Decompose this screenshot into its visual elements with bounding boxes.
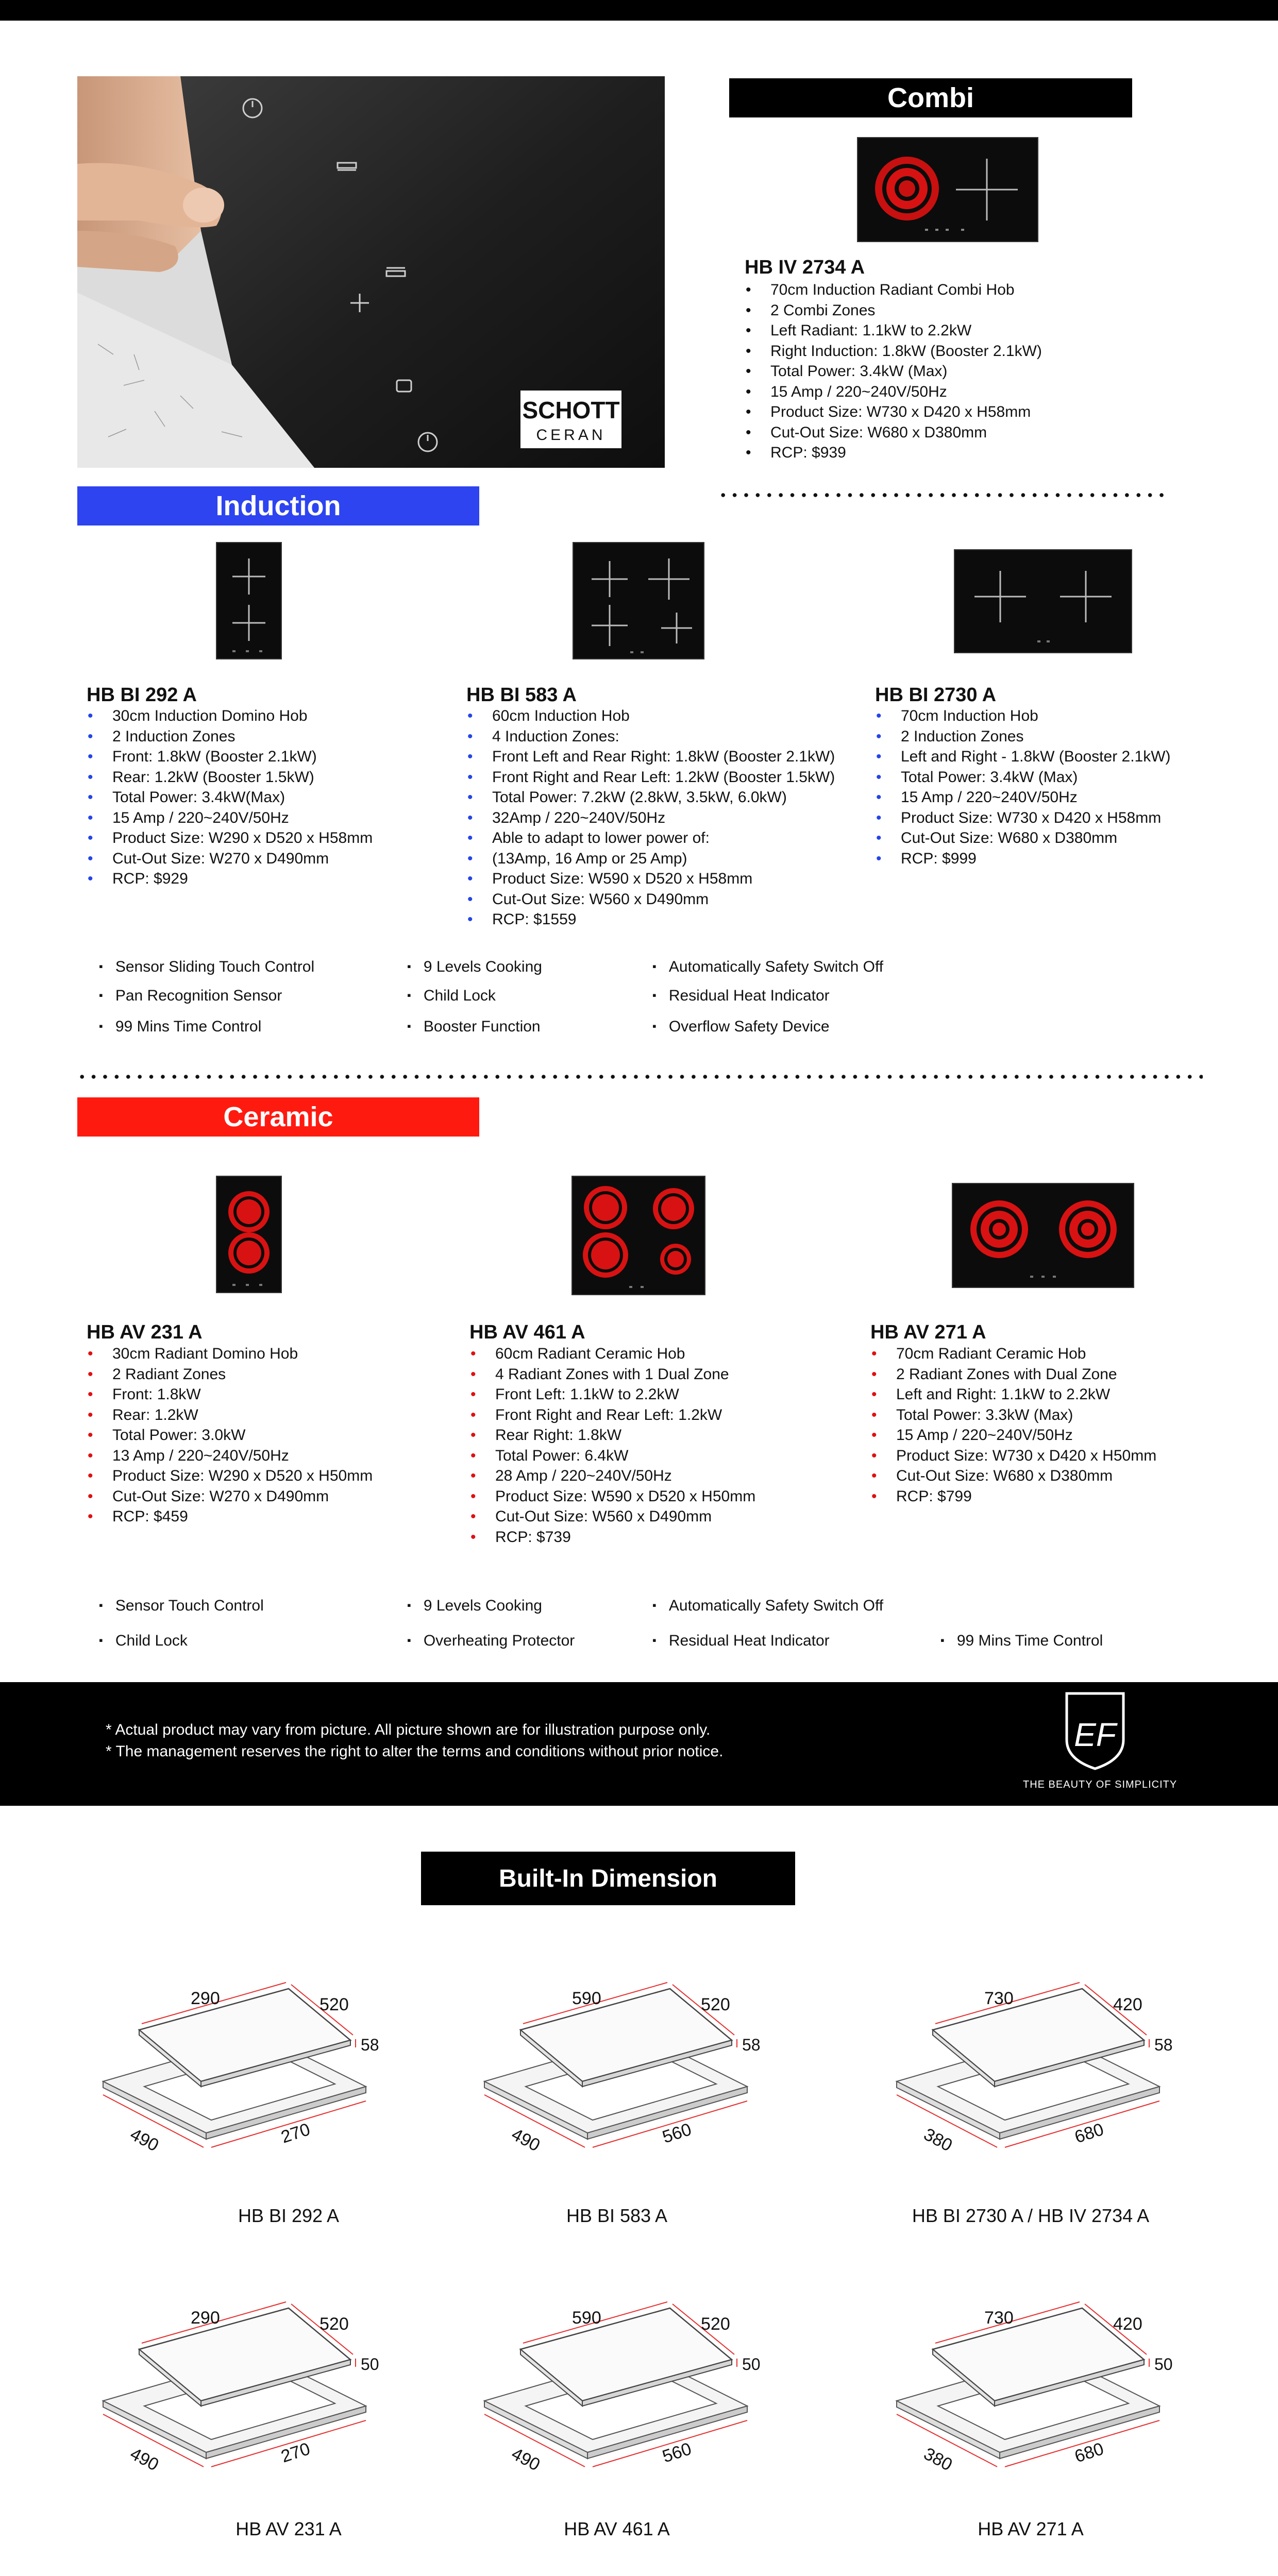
spec-item: • 70cm Induction Radiant Combi Hob xyxy=(745,280,1042,300)
spec-item: • Front Right and Rear Left: 1.2kW (Booster 1.5kW) xyxy=(466,767,835,788)
spec-item: • Front Right and Rear Left: 1.2kW xyxy=(469,1405,755,1426)
ef-logo-icon xyxy=(1062,1688,1129,1771)
ceramic-feature: ▪ 9 Levels Cooking xyxy=(407,1597,542,1615)
spec-item: • Able to adapt to lower power of: xyxy=(466,828,835,849)
ceramic-hob-3-image xyxy=(952,1183,1134,1288)
induction-banner: Induction xyxy=(77,486,479,526)
dim-height: 58 xyxy=(742,2036,761,2054)
spec-item: • 60cm Induction Hob xyxy=(466,706,835,726)
spec-item: • Right Induction: 1.8kW (Booster 2.1kW) xyxy=(745,341,1042,362)
spec-item: • Product Size: W590 x D520 x H50mm xyxy=(469,1486,755,1507)
spec-item: • Product Size: W590 x D520 x H58mm xyxy=(466,869,835,889)
dim-height: 58 xyxy=(1154,2036,1173,2054)
dim-depth: 420 xyxy=(1113,1995,1142,2014)
induction-feature: ▪ Sensor Sliding Touch Control xyxy=(99,958,314,976)
induction-specs-3 xyxy=(875,706,1171,869)
spec-item: • Left Radiant: 1.1kW to 2.2kW xyxy=(745,320,1042,341)
spec-item: • Front: 1.8kW xyxy=(87,1384,373,1405)
spec-item: • Cut-Out Size: W680 x D380mm xyxy=(745,422,1042,443)
spec-item: • Cut-Out Size: W270 x D490mm xyxy=(87,849,373,869)
top-bar xyxy=(0,0,1278,21)
dim-cutout-depth: 490 xyxy=(127,2444,162,2475)
spec-item: • 15 Amp / 220~240V/50Hz xyxy=(870,1425,1156,1446)
spec-note: • (13Amp, 16 Amp or 25 Amp) xyxy=(466,849,835,869)
dim-width: 290 xyxy=(191,1989,220,2008)
induction-specs-2 xyxy=(466,706,835,930)
ceramic-model-3: HB AV 271 A xyxy=(870,1321,986,1343)
disclaimer-line-2: * The management reserves the right to alter the terms and conditions without prior notice. xyxy=(106,1743,724,1760)
spec-item: • 70cm Induction Hob xyxy=(875,706,1171,726)
spec-item: • 28 Amp / 220~240V/50Hz xyxy=(469,1466,755,1486)
induction-feature: ▪ Automatically Safety Switch Off xyxy=(652,958,883,976)
dimension-diagram xyxy=(886,1978,1196,2164)
tagline: THE BEAUTY OF SIMPLICITY xyxy=(1023,1779,1178,1790)
spec-item: • Product Size: W730 x D420 x H58mm xyxy=(875,808,1171,828)
hero-brand: SCHOTT xyxy=(522,397,620,423)
spec-item: • Product Size: W730 x D420 x H50mm xyxy=(870,1446,1156,1466)
dimension-label: HB AV 461 A xyxy=(564,2518,670,2539)
dim-width: 730 xyxy=(984,1989,1014,2008)
spec-item: • Rear: 1.2kW xyxy=(87,1405,373,1426)
ceramic-specs-3 xyxy=(870,1344,1156,1506)
spec-item: • Left and Right - 1.8kW (Booster 2.1kW) xyxy=(875,747,1171,767)
dim-cutout-width: 560 xyxy=(660,2119,694,2147)
dim-cutout-width: 270 xyxy=(278,2438,313,2467)
hero-sub: CERAN xyxy=(536,427,606,444)
ceramic-feature: ▪ Overheating Protector xyxy=(407,1632,575,1650)
spec-item: • RCP: $739 xyxy=(469,1527,755,1548)
induction-hob-1-image xyxy=(216,542,282,659)
ceramic-specs-2 xyxy=(469,1344,755,1547)
spec-item: • 2 Combi Zones xyxy=(745,300,1042,321)
induction-specs-1 xyxy=(87,706,373,889)
spec-item: • RCP: $799 xyxy=(870,1486,1156,1507)
induction-feature: ▪ 9 Levels Cooking xyxy=(407,958,542,976)
spec-item: • Total Power: 3.4kW (Max) xyxy=(745,361,1042,382)
spec-item: • Product Size: W730 x D420 x H58mm xyxy=(745,402,1042,422)
footer-disclaimer xyxy=(0,1682,1278,1806)
induction-hob-3-image xyxy=(954,549,1132,653)
dim-width: 290 xyxy=(191,2308,220,2328)
spec-item: • 30cm Induction Domino Hob xyxy=(87,706,373,726)
disclaimer-line-1: * Actual product may vary from picture. All picture shown are for illustration purpose only. xyxy=(106,1721,711,1738)
dim-width: 730 xyxy=(984,2308,1014,2328)
spec-item: • RCP: $999 xyxy=(875,849,1171,869)
induction-feature: ▪ Booster Function xyxy=(407,1018,541,1036)
spec-item: • Front Left: 1.1kW to 2.2kW xyxy=(469,1384,755,1405)
dimension-diagram xyxy=(474,2298,783,2483)
dim-cutout-width: 560 xyxy=(660,2438,694,2467)
dim-width: 590 xyxy=(572,1989,601,2008)
spec-item: • 15 Amp / 220~240V/50Hz xyxy=(87,808,373,828)
combi-model: HB IV 2734 A xyxy=(745,257,865,278)
spec-item: • Product Size: W290 x D520 x H50mm xyxy=(87,1466,373,1486)
dimension-label: HB BI 292 A xyxy=(238,2205,340,2226)
spec-item: • 13 Amp / 220~240V/50Hz xyxy=(87,1446,373,1466)
induction-model-3: HB BI 2730 A xyxy=(875,684,997,706)
dimension-diagram xyxy=(93,2298,402,2483)
spec-item: • Cut-Out Size: W680 x D380mm xyxy=(870,1466,1156,1486)
spec-item: • 2 Radiant Zones with Dual Zone xyxy=(870,1364,1156,1385)
dimension-diagram xyxy=(886,2298,1196,2483)
induction-model-2: HB BI 583 A xyxy=(466,684,577,706)
dim-cutout-depth: 490 xyxy=(508,2124,544,2156)
ceramic-specs-1 xyxy=(87,1344,373,1527)
spec-item: • 70cm Radiant Ceramic Hob xyxy=(870,1344,1156,1364)
dimension-label: HB AV 231 A xyxy=(236,2518,342,2539)
ceramic-feature: ▪ Child Lock xyxy=(99,1632,188,1650)
spec-item: • 2 Radiant Zones xyxy=(87,1364,373,1385)
induction-hob-2-image xyxy=(573,542,704,659)
dim-depth: 420 xyxy=(1113,2314,1142,2334)
dim-depth: 520 xyxy=(320,1995,349,2014)
spec-item: • Cut-Out Size: W560 x D490mm xyxy=(469,1506,755,1527)
dimension-banner: Built-In Dimension xyxy=(421,1852,795,1905)
dim-width: 590 xyxy=(572,2308,601,2328)
dim-depth: 520 xyxy=(701,1995,730,2014)
combi-hob-image xyxy=(857,137,1038,242)
dim-cutout-depth: 490 xyxy=(127,2124,162,2156)
dotted-divider xyxy=(76,1075,1203,1079)
spec-item: • 32Amp / 220~240V/50Hz xyxy=(466,808,835,828)
dim-height: 50 xyxy=(361,2355,379,2374)
spec-item: • Total Power: 3.3kW (Max) xyxy=(870,1405,1156,1426)
ceramic-model-2: HB AV 461 A xyxy=(469,1321,585,1343)
dimension-diagram xyxy=(93,1978,402,2164)
dimension-diagram xyxy=(474,1978,783,2164)
dimension-label: HB BI 2730 A / HB IV 2734 A xyxy=(912,2205,1150,2226)
induction-model-1: HB BI 292 A xyxy=(87,684,197,706)
spec-item: • Cut-Out Size: W270 x D490mm xyxy=(87,1486,373,1507)
spec-item: • 60cm Radiant Ceramic Hob xyxy=(469,1344,755,1364)
ceramic-feature: ▪ Residual Heat Indicator xyxy=(652,1632,830,1650)
spec-item: • Total Power: 6.4kW xyxy=(469,1446,755,1466)
spec-item: • 15 Amp / 220~240V/50Hz xyxy=(745,382,1042,402)
logo-text: EF xyxy=(1074,1716,1116,1753)
spec-item: • Total Power: 7.2kW (2.8kW, 3.5kW, 6.0kW) xyxy=(466,787,835,808)
dim-cutout-width: 680 xyxy=(1072,2119,1106,2147)
spec-item: • Front Left and Rear Right: 1.8kW (Booster 2.1kW) xyxy=(466,747,835,767)
ceramic-model-1: HB AV 231 A xyxy=(87,1321,203,1343)
dimension-label: HB AV 271 A xyxy=(978,2518,1084,2539)
ceramic-feature: ▪ 99 Mins Time Control xyxy=(940,1632,1103,1650)
spec-item: • Cut-Out Size: W560 x D490mm xyxy=(466,889,835,910)
induction-feature: ▪ Child Lock xyxy=(407,987,496,1005)
spec-item: • 4 Induction Zones: xyxy=(466,726,835,747)
combi-specs xyxy=(745,280,1042,463)
dim-depth: 520 xyxy=(701,2314,730,2334)
induction-feature: ▪ Pan Recognition Sensor xyxy=(99,987,282,1005)
induction-feature: ▪ 99 Mins Time Control xyxy=(99,1018,261,1036)
spec-item: • Product Size: W290 x D520 x H58mm xyxy=(87,828,373,849)
spec-item: • Left and Right: 1.1kW to 2.2kW xyxy=(870,1384,1156,1405)
spec-item: • Total Power: 3.0kW xyxy=(87,1425,373,1446)
ceramic-feature: ▪ Sensor Touch Control xyxy=(99,1597,264,1615)
ceramic-hob-1-image xyxy=(216,1176,282,1293)
ceramic-hob-2-image xyxy=(571,1176,705,1295)
dotted-divider xyxy=(717,493,1169,497)
dim-depth: 520 xyxy=(320,2314,349,2334)
spec-item: • RCP: $1559 xyxy=(466,909,835,930)
spec-item: • Rear: 1.2kW (Booster 1.5kW) xyxy=(87,767,373,788)
spec-item: • 2 Induction Zones xyxy=(875,726,1171,747)
dim-cutout-depth: 380 xyxy=(920,2444,956,2475)
spec-item: • 2 Induction Zones xyxy=(87,726,373,747)
spec-item: • RCP: $929 xyxy=(87,869,373,889)
hero-illustration xyxy=(77,76,665,468)
spec-item: • Front: 1.8kW (Booster 2.1kW) xyxy=(87,747,373,767)
induction-feature: ▪ Overflow Safety Device xyxy=(652,1018,830,1036)
spec-item: • RCP: $939 xyxy=(745,443,1042,463)
ceramic-banner: Ceramic xyxy=(77,1097,479,1137)
dim-cutout-depth: 380 xyxy=(920,2124,956,2156)
dim-height: 50 xyxy=(742,2355,761,2374)
dimension-label: HB BI 583 A xyxy=(566,2205,668,2226)
spec-item: • Total Power: 3.4kW (Max) xyxy=(875,767,1171,788)
spec-item: • 4 Radiant Zones with 1 Dual Zone xyxy=(469,1364,755,1385)
spec-item: • Rear Right: 1.8kW xyxy=(469,1425,755,1446)
dim-cutout-width: 270 xyxy=(278,2119,313,2147)
induction-feature: ▪ Residual Heat Indicator xyxy=(652,987,830,1005)
hero-photo xyxy=(77,76,665,468)
dim-cutout-depth: 490 xyxy=(508,2444,544,2475)
dim-cutout-width: 680 xyxy=(1072,2438,1106,2467)
spec-item: • Total Power: 3.4kW(Max) xyxy=(87,787,373,808)
spec-item: • RCP: $459 xyxy=(87,1506,373,1527)
dim-height: 58 xyxy=(361,2036,379,2054)
ceramic-feature: ▪ Automatically Safety Switch Off xyxy=(652,1597,883,1615)
spec-item: • Cut-Out Size: W680 x D380mm xyxy=(875,828,1171,849)
spec-item: • 30cm Radiant Domino Hob xyxy=(87,1344,373,1364)
dim-height: 50 xyxy=(1154,2355,1173,2374)
combi-banner: Combi xyxy=(729,78,1132,117)
spec-item: • 15 Amp / 220~240V/50Hz xyxy=(875,787,1171,808)
